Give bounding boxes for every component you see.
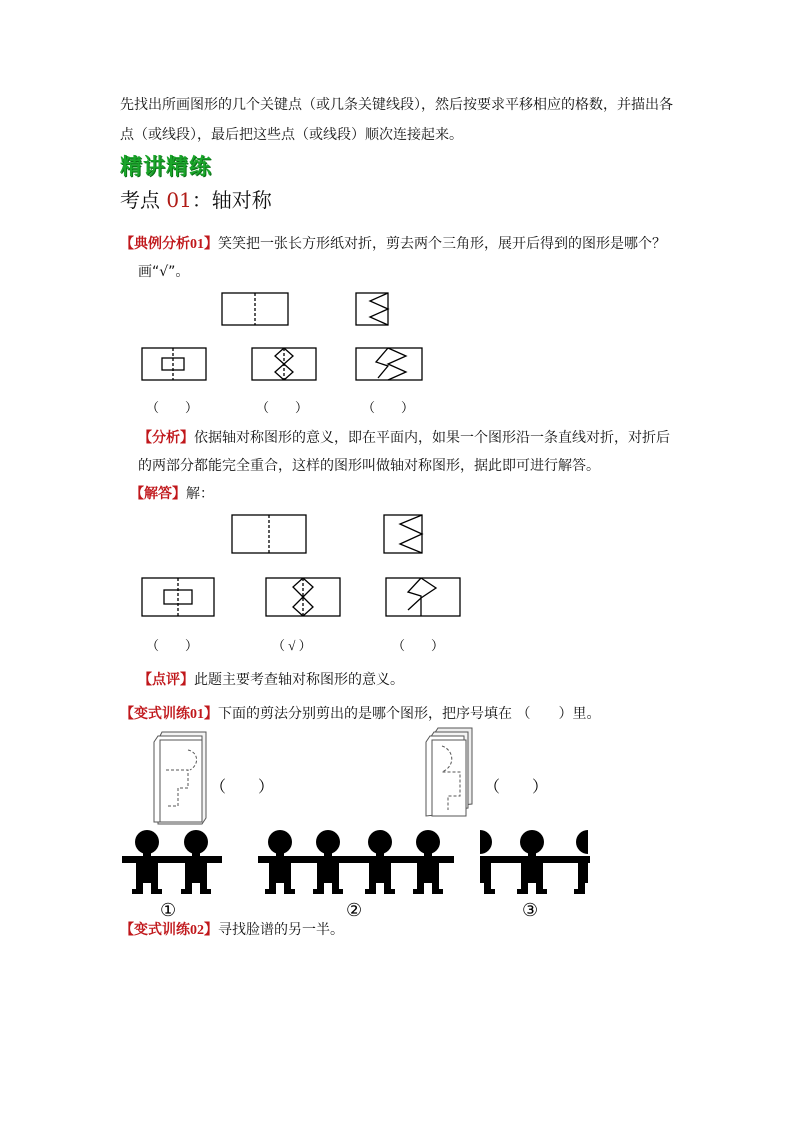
figure-label-3: ③: [522, 900, 539, 920]
comment-text: 此题主要考查轴对称图形的意义。: [194, 672, 404, 688]
analysis-text-1: 依据轴对称图形的意义，即在平面内，如果一个图形沿一条直线对折，对折后: [194, 430, 670, 446]
cutout-figure-1: [122, 830, 222, 894]
option-a-rect: [142, 348, 206, 380]
analysis-line-2: 的两部分都能完全重合，这样的图形叫做轴对称图形，据此即可进行解答。: [138, 458, 600, 474]
analysis-line-1: [138, 426, 670, 451]
section-title-prefix: 考点: [120, 188, 167, 212]
example-tag: 【典例分析01】: [120, 237, 218, 252]
example-question-text: 笑笑把一张长方形纸对折，剪去两个三角形，展开后得到的图形是哪个？: [218, 236, 666, 252]
cutout-figure-2: [258, 830, 454, 894]
answer-figure: [138, 510, 468, 660]
section-title-suffix: ：轴对称: [191, 188, 272, 212]
practice2-line: [120, 918, 344, 943]
comment-tag: 【点评】: [138, 673, 194, 688]
stack1-paren: （ ）: [210, 779, 275, 796]
practice1-line: [120, 702, 600, 727]
practice1-tag: 【变式训练01】: [120, 707, 218, 722]
answer-text: 解：: [186, 486, 214, 502]
intro-line-1: 先找出所画图形的几个关键点（或几条关键线段），然后按要求平移相应的格数，并描出各: [120, 97, 673, 113]
stack2-paren: （ ）: [484, 779, 549, 796]
example-instruction: 画“√”。: [138, 264, 190, 280]
example-question: [120, 232, 666, 257]
practice2-text: 寻找脸谱的另一半。: [218, 922, 344, 938]
practice2-tag: 【变式训练02】: [120, 923, 218, 938]
answer-option-c-paren: （ ）: [392, 638, 445, 653]
answer-tag: 【解答】: [130, 487, 186, 502]
comment-line: [138, 668, 404, 693]
answer-option-b-paren: （ √ ）: [272, 638, 312, 653]
cut-zigzag: [370, 293, 388, 325]
paper-stack-1: [154, 732, 206, 824]
intro-paragraph: [120, 90, 680, 150]
practice1-figure: [120, 726, 590, 921]
question-figure: [138, 288, 428, 418]
intro-line-2: 点（或线段），最后把这些点（或线段）顺次连接起来。: [120, 127, 463, 143]
option-b-paren: （ ）: [256, 400, 309, 415]
figure-label-1: ①: [160, 900, 177, 920]
figure-label-2: ②: [346, 900, 363, 920]
section-title: [120, 184, 272, 213]
answer-line: [130, 482, 214, 507]
option-a-paren: （ ）: [146, 400, 199, 415]
section-heading-banner: 精讲精练: [120, 154, 213, 180]
option-c-paren: （ ）: [362, 400, 415, 415]
paper-stack-2: [426, 728, 472, 816]
cut-paper-rect: [356, 293, 388, 325]
cutout-figure-3: [480, 830, 590, 894]
practice1-text: 下面的剪法分别剪出的是哪个图形，把序号填在 （ ）里。: [218, 706, 601, 722]
analysis-tag: 【分析】: [138, 431, 194, 446]
answer-option-a-paren: （ ）: [146, 638, 199, 653]
answer-cut-paper-rect: [384, 515, 422, 553]
section-title-number: 01: [166, 188, 192, 212]
